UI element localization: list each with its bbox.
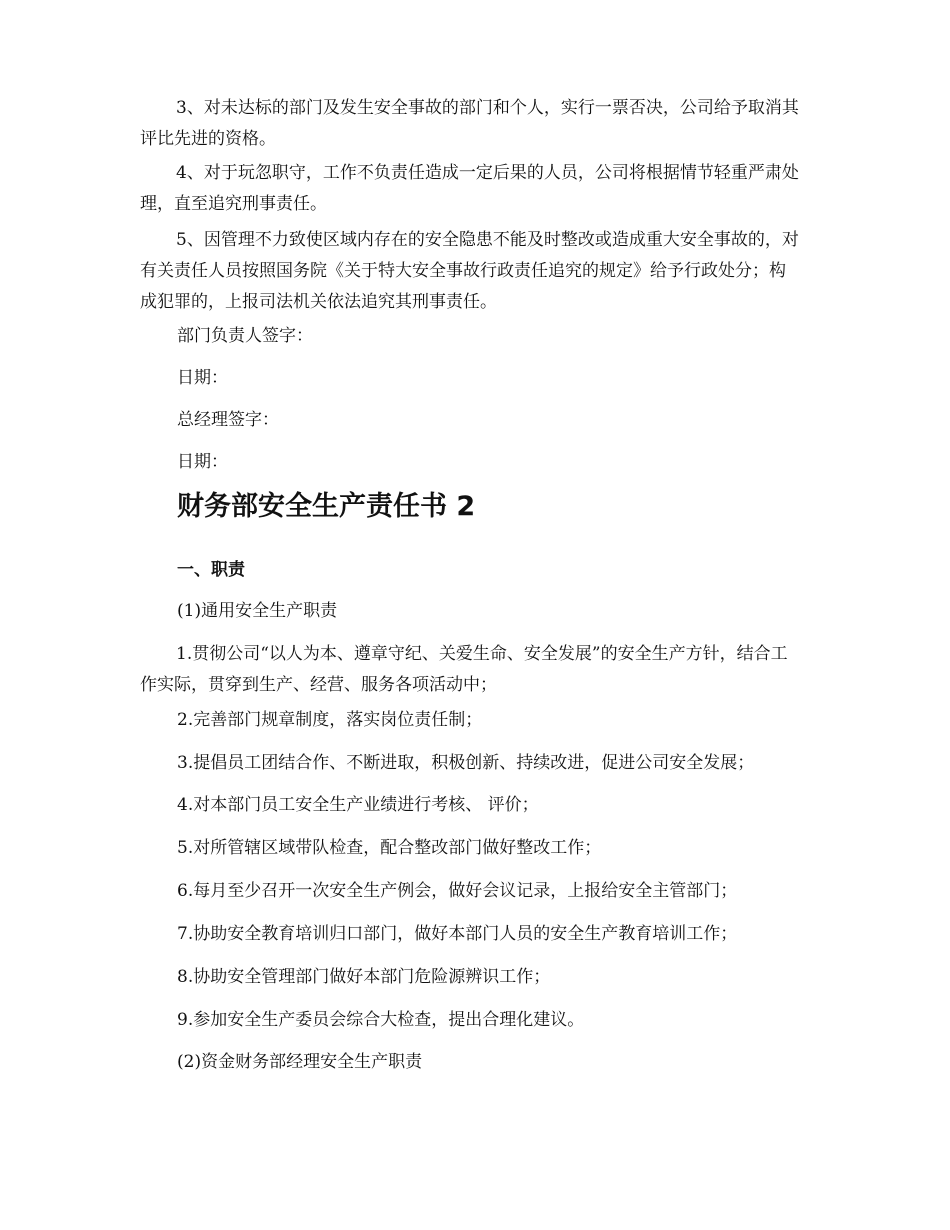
list-item: 4.对本部门员工安全生产业绩进行考核、 评价； — [177, 795, 539, 815]
department-head-signature: 部门负责人签字： — [177, 326, 313, 346]
list-item: 2.完善部门规章制度，落实岗位责任制； — [177, 710, 483, 730]
paragraph-5: 5、因管理不力致使区域内存在的安全隐患不能及时整改或造成重大安全事故的，对有关责任人员按照国务院《关于特大安全事故行政责任追究的规定》给予行政处分；构成犯罪的，上报司法机关依法追究其刑事责任。 — [140, 230, 799, 312]
list-item: 5.对所管辖区域带队检查，配合整改部门做好整改工作； — [177, 838, 602, 858]
list-item: 3.提倡员工团结合作、不断进取，积极创新、持续改进，促进公司安全发展； — [177, 753, 755, 773]
paragraph-3: 3、对未达标的部门及发生安全事故的部门和个人，实行一票否决，公司给予取消其评比先进的资格。 — [140, 98, 799, 149]
list-item: 7.协助安全教育培训归口部门，做好本部门人员的安全生产教育培训工作； — [177, 924, 738, 944]
subsection-finance-manager-duties: (2)资金财务部经理安全生产职责 — [177, 1052, 423, 1072]
date-label-2: 日期： — [177, 452, 228, 472]
date-label-1: 日期： — [177, 368, 228, 388]
list-item: 8.协助安全管理部门做好本部门危险源辨识工作； — [177, 967, 551, 987]
list-item: 6.每月至少召开一次安全生产例会，做好会议记录，上报给安全主管部门； — [177, 881, 738, 901]
section-heading-duties: 一、职责 — [177, 560, 245, 580]
list-item: 9.参加安全生产委员会综合大检查，提出合理化建议。 — [177, 1010, 585, 1030]
document-title: 财务部安全生产责任书 2 — [177, 491, 476, 522]
list-item: 1.贯彻公司“以人为本、遵章守纪、关爱生命、安全发展”的安全生产方针，结合工作实际，贯穿到生产、经营、服务各项活动中； — [140, 644, 788, 695]
general-manager-signature: 总经理签字： — [177, 410, 279, 430]
paragraph-4: 4、对于玩忽职守，工作不负责任造成一定后果的人员，公司将根据情节轻重严肃处理，直至追究刑事责任。 — [140, 163, 799, 214]
subsection-general-duties: (1)通用安全生产职责 — [177, 601, 338, 621]
